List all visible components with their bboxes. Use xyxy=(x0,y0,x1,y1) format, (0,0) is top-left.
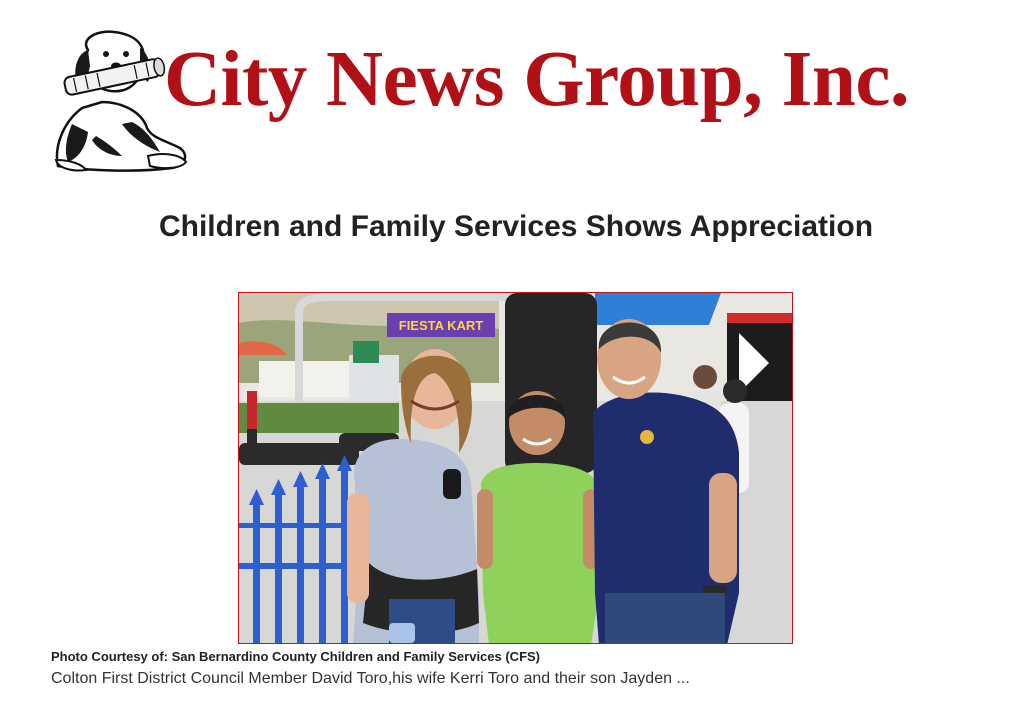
fiesta-kart-sign: FIESTA KART xyxy=(398,318,484,333)
masthead-name: City News Group, Inc. xyxy=(164,36,910,123)
masthead[interactable] xyxy=(52,28,972,174)
article-title: Children and Family Services Shows Appreciation xyxy=(158,210,874,243)
article-caption[interactable]: Colton First District Council Member David Toro,his wife Kerri Toro and their son Jayden ... xyxy=(51,670,690,687)
photo-credit: Photo Courtesy of: San Bernardino County Children and Family Services (CFS) xyxy=(51,649,541,664)
article-photo xyxy=(238,292,793,644)
